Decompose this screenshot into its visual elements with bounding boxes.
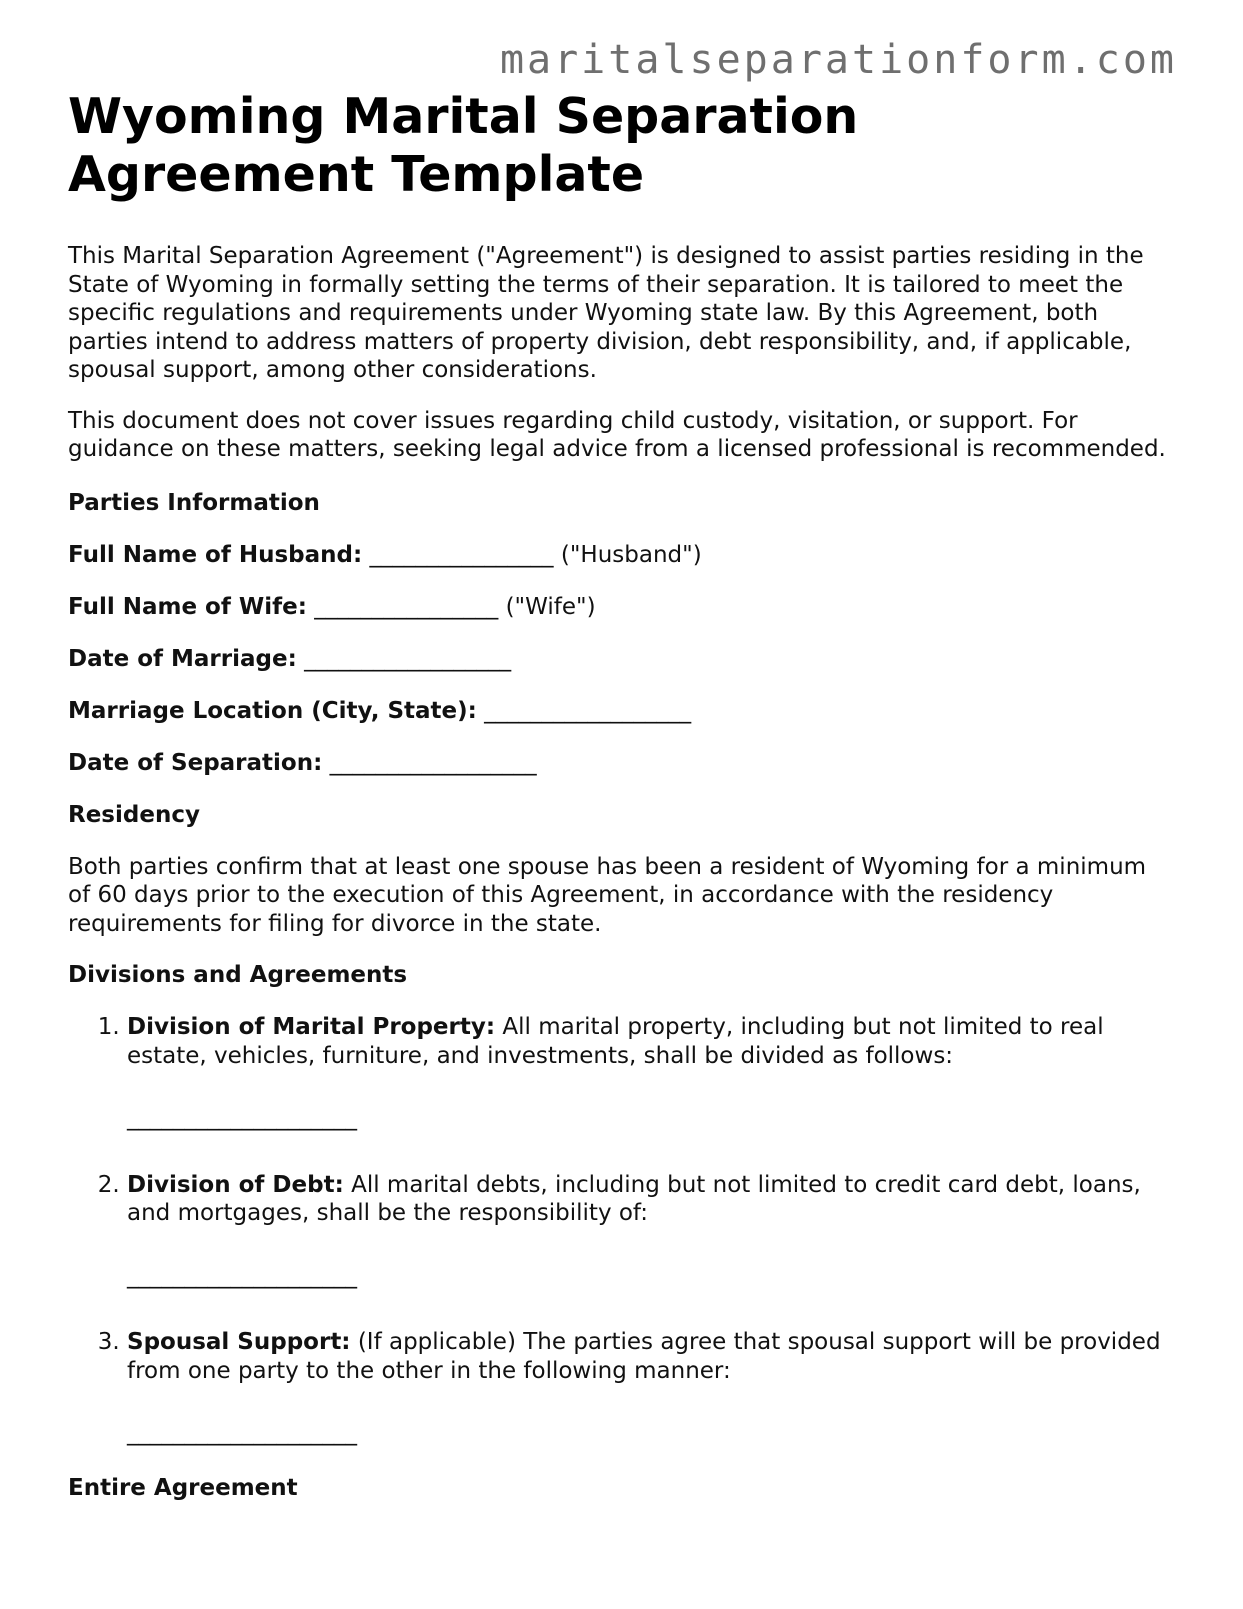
husband-name-field[interactable] (68, 541, 1168, 569)
document-page (68, 88, 1168, 1526)
field-label: Date of Marriage: (68, 645, 297, 672)
list-item-text (127, 1328, 1168, 1385)
blank-line[interactable]: __________________ (329, 749, 537, 776)
field-label: Marriage Location (City, State): (68, 697, 477, 724)
marriage-date-field[interactable] (68, 645, 1168, 673)
parties-heading: Parties Information (68, 489, 320, 516)
entire-agreement-heading: Entire Agreement (68, 1474, 298, 1501)
blank-line[interactable]: ________________ (314, 593, 499, 620)
field-label: Date of Separation: (68, 749, 323, 776)
divisions-list (68, 1013, 1168, 1448)
list-item (127, 1171, 1168, 1291)
intro-paragraph-2: This document does not cover issues regarding child custody, visitation, or support. For guidance on these matters, seeking legal advice from a licensed professional is recommended. (68, 407, 1166, 462)
residency-heading: Residency (68, 801, 200, 828)
blank-line[interactable]: __________________ (304, 645, 512, 672)
field-suffix: ("Husband") (560, 541, 702, 568)
item-title: Division of Debt: (127, 1171, 344, 1198)
item-title: Division of Marital Property: (127, 1014, 496, 1040)
wife-name-field[interactable] (68, 593, 1168, 621)
blank-line[interactable]: ____________________ (127, 1262, 357, 1289)
item-body: All marital debts, including but not limited to credit card debt, loans, and mortgages, shall be the responsibility of: (127, 1171, 1141, 1226)
blank-line[interactable]: ____________________ (127, 1105, 357, 1131)
blank-line[interactable]: ____________________ (127, 1420, 357, 1446)
list-item (127, 1013, 1168, 1133)
marriage-location-field[interactable] (68, 697, 1168, 725)
page-title: Wyoming Marital Separation Agreement Template (68, 88, 859, 203)
field-suffix: ("Wife") (505, 593, 596, 620)
intro-paragraph-1: This Marital Separation Agreement ("Agreement") is designed to assist parties residing in the State of Wyoming in formally setting the terms of their separation. It is tailored to meet the specific regulations and requirements under Wyoming state law. By this Agreement, both parties intend to address matters of property division, debt responsibility, and, if applicable, spousal support, among other considerations. (68, 243, 1144, 383)
field-label: Full Name of Husband: (68, 541, 363, 568)
residency-paragraph: Both parties confirm that at least one spouse has been a resident of Wyoming for a minimum of 60 days prior to the execution of this Agreement, in accordance with the residency requirements for filing for divorce in the state. (68, 853, 1147, 937)
site-watermark: maritalseparationform.com (499, 37, 1177, 83)
list-item (127, 1328, 1168, 1448)
blank-line[interactable]: ________________ (369, 541, 554, 568)
item-body: All marital property, including but not limited to real estate, vehicles, furniture, and investments, shall be divided as follows: (127, 1014, 1104, 1069)
list-item-text (127, 1171, 1168, 1228)
item-body: (If applicable) The parties agree that spousal support will be provided from one party to the other in the following manner: (127, 1329, 1161, 1384)
item-title: Spousal Support: (127, 1329, 351, 1355)
divisions-heading: Divisions and Agreements (68, 962, 408, 988)
separation-date-field[interactable] (68, 749, 1168, 777)
field-label: Full Name of Wife: (68, 593, 307, 620)
list-item-text (127, 1013, 1168, 1070)
blank-line[interactable]: __________________ (484, 697, 692, 724)
